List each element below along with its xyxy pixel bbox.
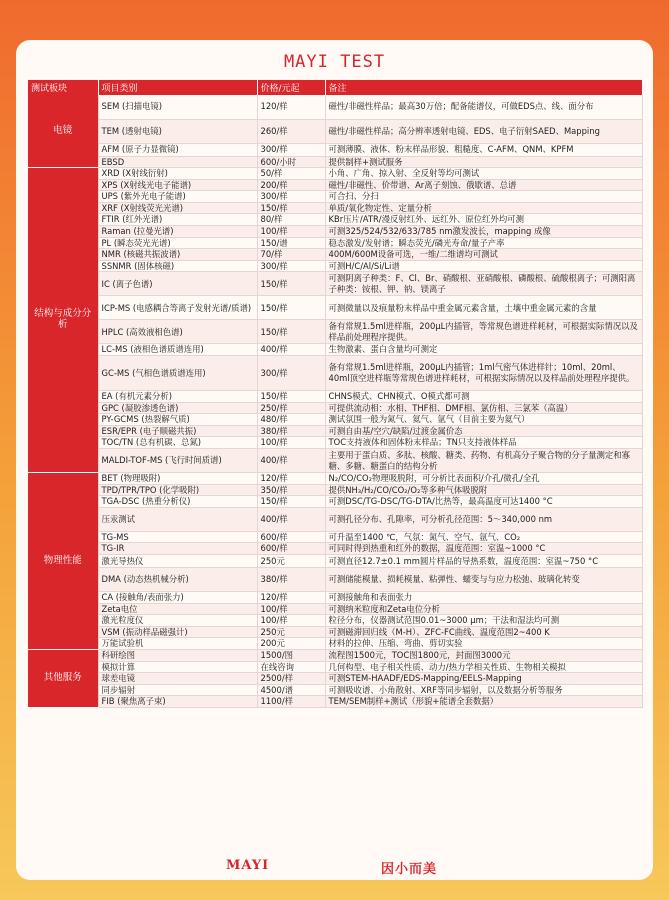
note-cell: 可测吸收谱、小角散射、XRF等同步辐射，以及数据分析等服务 — [325, 684, 642, 696]
footer — [16, 858, 653, 878]
price-cell: 100/样 — [257, 603, 325, 615]
note-cell: 磁性/非磁性、价带谱、Ar离子刻蚀、俄歇谱、总谱 — [325, 179, 642, 191]
item-cell: CA (接触角/表面张力) — [98, 591, 257, 603]
note-cell: 可提供流动相：水相、THF相、DMF相、氯仿相、三氯苯（高温） — [325, 402, 642, 414]
note-cell: 400M/600M设备可选，一维/二维谱均可测试 — [325, 249, 642, 261]
table-row — [28, 661, 642, 673]
note-cell: 可测直径12.7±0.1 mm圆片样品的导热系数，温度范围：室温~750 °C — [325, 554, 642, 567]
table-row — [28, 673, 642, 685]
note-cell: 可测H/C/Al/Si/Li谱 — [325, 260, 642, 272]
note-cell: 稳态激发/发射谱；瞬态荧光/磷光寿命/量子产率 — [325, 237, 642, 249]
table-row — [28, 603, 642, 615]
price-cell: 150/样 — [257, 296, 325, 320]
note-cell: 可测接触角和表面张力 — [325, 591, 642, 603]
item-cell: GC-MS (气相色谱质谱连用) — [98, 356, 257, 391]
price-cell: 150/样 — [257, 202, 325, 214]
price-cell: 120/样 — [257, 473, 325, 485]
table-row — [28, 391, 642, 403]
note-cell: 粒径分布，仪器测试范围0.01~3000 μm；干法和湿法均可测 — [325, 615, 642, 627]
item-cell: Raman (拉曼光谱) — [98, 226, 257, 238]
item-cell: FTIR (红外光谱) — [98, 214, 257, 226]
note-cell: 主要用于蛋白质、多肽、核酸、糖类、药物、有机高分子聚合物的分子量测定和寡糖、多糖、糖蛋白的结构分析 — [325, 449, 642, 473]
table-row — [28, 296, 642, 320]
table-row — [28, 402, 642, 414]
table-row — [28, 320, 642, 344]
table-row — [28, 437, 642, 449]
item-cell: TPD/TPR/TPO (化学吸附) — [98, 484, 257, 496]
note-cell: KBr压片/ATR/漫反射红外、远红外、原位红外均可测 — [325, 214, 642, 226]
note-cell: 小角、广角、掠入射、全反射等均可测试 — [325, 168, 642, 180]
item-cell: 模拟计算 — [98, 661, 257, 673]
table-body — [28, 95, 642, 707]
table-row — [28, 156, 642, 168]
price-cell: 300/样 — [257, 143, 325, 156]
note-cell: 生物激素、蛋白含量均可测定 — [325, 344, 642, 356]
item-cell: XRF (X射线荧光光谱) — [98, 202, 257, 214]
item-cell: TOC/TN (总有机碳、总氮) — [98, 437, 257, 449]
table-row — [28, 473, 642, 485]
item-cell: FIB (聚焦离子束) — [98, 696, 257, 708]
price-cell: 100/样 — [257, 615, 325, 627]
item-cell: XPS (X射线光电子能谱) — [98, 179, 257, 191]
note-cell: 可测微量以及痕量粉末样品中重金属元素含量，土壤中重金属元素的含量 — [325, 296, 642, 320]
price-cell: 70/样 — [257, 249, 325, 261]
table-row — [28, 638, 642, 650]
note-cell: 材料的拉伸、压缩、弯曲、剪切实验 — [325, 638, 642, 650]
table-header-row — [28, 80, 642, 95]
price-cell: 260/样 — [257, 119, 325, 143]
item-cell: TG-IR — [98, 543, 257, 555]
price-cell: 50/样 — [257, 168, 325, 180]
category-cell: 结构与成分分析 — [28, 168, 98, 473]
item-cell: DMA (动态热机械分析) — [98, 567, 257, 591]
price-cell: 150/样 — [257, 272, 325, 296]
table-row — [28, 237, 642, 249]
table-row — [28, 567, 642, 591]
item-cell: AFM (原子力显微镜) — [98, 143, 257, 156]
item-cell: IC (离子色谱) — [98, 272, 257, 296]
note-cell: 流程图1500元，TOC图1800元，封面图3000元 — [325, 649, 642, 661]
price-cell: 250元 — [257, 626, 325, 638]
note-cell: 可测自由基/空穴/缺陷/过渡金属价态 — [325, 425, 642, 437]
column-header: 测试板块 — [28, 80, 98, 95]
table-row — [28, 356, 642, 391]
note-cell: 可测STEM-HAADF/EDS-Mapping/EELS-Mapping — [325, 673, 642, 685]
column-header: 备注 — [325, 80, 642, 95]
note-cell: TEM/SEM制样+测试（形貌+能谱全套数据） — [325, 696, 642, 708]
price-cell: 400/样 — [257, 344, 325, 356]
note-cell: 可升温至1400 ℃，气氛：氮气、空气、氩气、CO₂ — [325, 531, 642, 543]
table-row — [28, 272, 642, 296]
table-row — [28, 95, 642, 119]
item-cell: UPS (紫外光电子能谱) — [98, 191, 257, 203]
note-cell: 磁性/非磁性样品；高分辨率透射电镜、EDS、电子衍射SAED、Mapping — [325, 119, 642, 143]
item-cell: ESR/EPR (电子顺磁共振) — [98, 425, 257, 437]
price-cell: 600/小时 — [257, 156, 325, 168]
table-row — [28, 260, 642, 272]
price-cell: 150/样 — [257, 320, 325, 344]
table-row — [28, 214, 642, 226]
note-cell: 可同时得到热重和红外的数据，温度范围：室温~1000 °C — [325, 543, 642, 555]
note-cell: 磁性/非磁性样品；最高30万倍；配备能谱仪，可做EDS点、线、面分布 — [325, 95, 642, 119]
item-cell: EA (有机元素分析) — [98, 391, 257, 403]
table-row — [28, 496, 642, 508]
price-card — [16, 40, 653, 880]
item-cell: 压汞测试 — [98, 507, 257, 531]
column-header: 项目类别 — [98, 80, 257, 95]
table-row — [28, 191, 642, 203]
price-cell: 300/样 — [257, 356, 325, 391]
price-cell: 100/样 — [257, 437, 325, 449]
item-cell: XRD (X射线衍射) — [98, 168, 257, 180]
table-row — [28, 684, 642, 696]
note-cell: 可合扫、分扫 — [325, 191, 642, 203]
note-cell: 可测DSC/TG-DSC/TG-DTA/比热等，最高温度可达1400 °C — [325, 496, 642, 508]
note-cell: 提供NH₃/H₂/CO/CO₂/O₂等多种气体吸脱附 — [325, 484, 642, 496]
item-cell: 万能试验机 — [98, 638, 257, 650]
category-cell: 电镜 — [28, 95, 98, 168]
item-cell: SSNMR (固体核磁) — [98, 260, 257, 272]
table-row — [28, 543, 642, 555]
item-cell: TG-MS — [98, 531, 257, 543]
item-cell: LC-MS (液相色谱质谱连用) — [98, 344, 257, 356]
note-cell: 可测325/524/532/633/785 nm激发波长，mapping 成像 — [325, 226, 642, 238]
table-row — [28, 414, 642, 426]
price-cell: 120/样 — [257, 95, 325, 119]
item-cell: ICP-MS (电感耦合等离子发射光谱/质谱) — [98, 296, 257, 320]
item-cell: 同步辐射 — [98, 684, 257, 696]
price-cell: 在线咨询 — [257, 661, 325, 673]
item-cell: 科研绘图 — [98, 649, 257, 661]
table-row — [28, 425, 642, 437]
table-row — [28, 484, 642, 496]
note-cell: 备有常规1.5ml进样瓶，200μL内插管，等常规色谱进样耗材，可根据实际情况以及样品前处理程序提供。 — [325, 320, 642, 344]
item-cell: MALDI-TOF-MS (飞行时间质谱) — [98, 449, 257, 473]
table-row — [28, 591, 642, 603]
item-cell: HPLC (高效液相色谱) — [98, 320, 257, 344]
item-cell: SEM (扫描电镜) — [98, 95, 257, 119]
table-row — [28, 119, 642, 143]
item-cell: 激光导热仪 — [98, 554, 257, 567]
column-header: 价格/元起 — [257, 80, 325, 95]
note-cell: 可测储能模量、损耗模量、粘弹性、蠕变与与应力松弛、玻璃化转变 — [325, 567, 642, 591]
note-cell: 可测阴离子种类：F、Cl、Br、硝酸根、亚硝酸根、磷酸根、硫酸根离子；可测阳离子种类：铵根、钾、钠、镁离子 — [325, 272, 642, 296]
note-cell: 备有常规1.5ml进样瓶，200μL内插管；1ml气密气体进样针；10ml、20ml、40ml顶空进样瓶等常规色谱进样耗材，可根据实际情况以及样品前处理程序提供。 — [325, 356, 642, 391]
item-cell: NMR (核磁共振波谱) — [98, 249, 257, 261]
item-cell: TGA-DSC (热重分析仪) — [98, 496, 257, 508]
price-cell: 150/样 — [257, 391, 325, 403]
item-cell: PY-GCMS (热裂解气质) — [98, 414, 257, 426]
price-cell: 600/样 — [257, 531, 325, 543]
note-cell: N₂/CO/CO₂物理吸脱附，可分析比表面积/介孔/微孔/全孔 — [325, 473, 642, 485]
note-cell: 可测磁滞回归线（M-H）、ZFC-FC曲线、温度范围2~400 K — [325, 626, 642, 638]
price-cell: 400/样 — [257, 507, 325, 531]
item-cell: GPC (凝胶渗透色谱) — [98, 402, 257, 414]
price-cell: 400/样 — [257, 449, 325, 473]
price-cell: 200/样 — [257, 179, 325, 191]
category-cell: 物理性能 — [28, 473, 98, 650]
price-cell: 300/样 — [257, 260, 325, 272]
table-row — [28, 179, 642, 191]
note-cell: 单质/氧化物定性、定量分析 — [325, 202, 642, 214]
price-cell: 2500/样 — [257, 673, 325, 685]
table-row — [28, 168, 642, 180]
price-cell: 250/样 — [257, 402, 325, 414]
price-cell: 4500/谱 — [257, 684, 325, 696]
price-table — [28, 80, 643, 708]
table-row — [28, 531, 642, 543]
price-cell: 600/样 — [257, 543, 325, 555]
table-row — [28, 344, 642, 356]
footer-slogan: 因小而美 — [381, 862, 438, 877]
price-cell: 1100/样 — [257, 696, 325, 708]
table-row — [28, 554, 642, 567]
note-cell: 提供制样+测试服务 — [325, 156, 642, 168]
table-row — [28, 202, 642, 214]
note-cell: CHNS模式、CHN模式、O模式都可测 — [325, 391, 642, 403]
page-title: MAYI TEST — [283, 52, 386, 72]
note-cell: 几何构型、电子相关性质、动力/热力学相关性质、生物相关模拟 — [325, 661, 642, 673]
price-cell: 250元 — [257, 554, 325, 567]
price-cell: 100/样 — [257, 226, 325, 238]
item-cell: PL (瞬态荧光光谱) — [98, 237, 257, 249]
note-cell: 可测孔径分布、孔隙率，可分析孔径范围：5～340,000 nm — [325, 507, 642, 531]
item-cell: BET (物理吸附) — [98, 473, 257, 485]
table-row — [28, 615, 642, 627]
item-cell: 球差电镜 — [98, 673, 257, 685]
table-row — [28, 226, 642, 238]
price-cell: 80/样 — [257, 214, 325, 226]
item-cell: EBSD — [98, 156, 257, 168]
note-cell: TOC支持液体和固体粉末样品；TN只支持液体样品 — [325, 437, 642, 449]
footer-brand: MAYI — [226, 858, 270, 873]
item-cell: Zeta电位 — [98, 603, 257, 615]
note-cell: 可测纳米粒度和Zeta电位分析 — [325, 603, 642, 615]
item-cell: 激光粒度仪 — [98, 615, 257, 627]
table-row — [28, 507, 642, 531]
table-row — [28, 649, 642, 661]
price-cell: 120/样 — [257, 591, 325, 603]
price-cell: 1500/图 — [257, 649, 325, 661]
price-cell: 380/样 — [257, 567, 325, 591]
table-row — [28, 626, 642, 638]
table-row — [28, 249, 642, 261]
table-row — [28, 143, 642, 156]
note-cell: 测试氛围一般为氮气、氦气、氩气（目前主要为氦气） — [325, 414, 642, 426]
price-cell: 300/样 — [257, 191, 325, 203]
price-cell: 350/样 — [257, 484, 325, 496]
item-cell: TEM (透射电镜) — [98, 119, 257, 143]
price-cell: 380/样 — [257, 425, 325, 437]
note-cell: 可测薄膜、液体、粉末样品形貌、粗糙度、C-AFM、QNM、KPFM — [325, 143, 642, 156]
price-cell: 150/谱 — [257, 237, 325, 249]
price-cell: 480/样 — [257, 414, 325, 426]
table-row — [28, 696, 642, 708]
item-cell: VSM (振动样品磁强计) — [98, 626, 257, 638]
category-cell: 其他服务 — [28, 649, 98, 707]
table-row — [28, 449, 642, 473]
price-cell: 200元 — [257, 638, 325, 650]
price-cell: 150/样 — [257, 496, 325, 508]
